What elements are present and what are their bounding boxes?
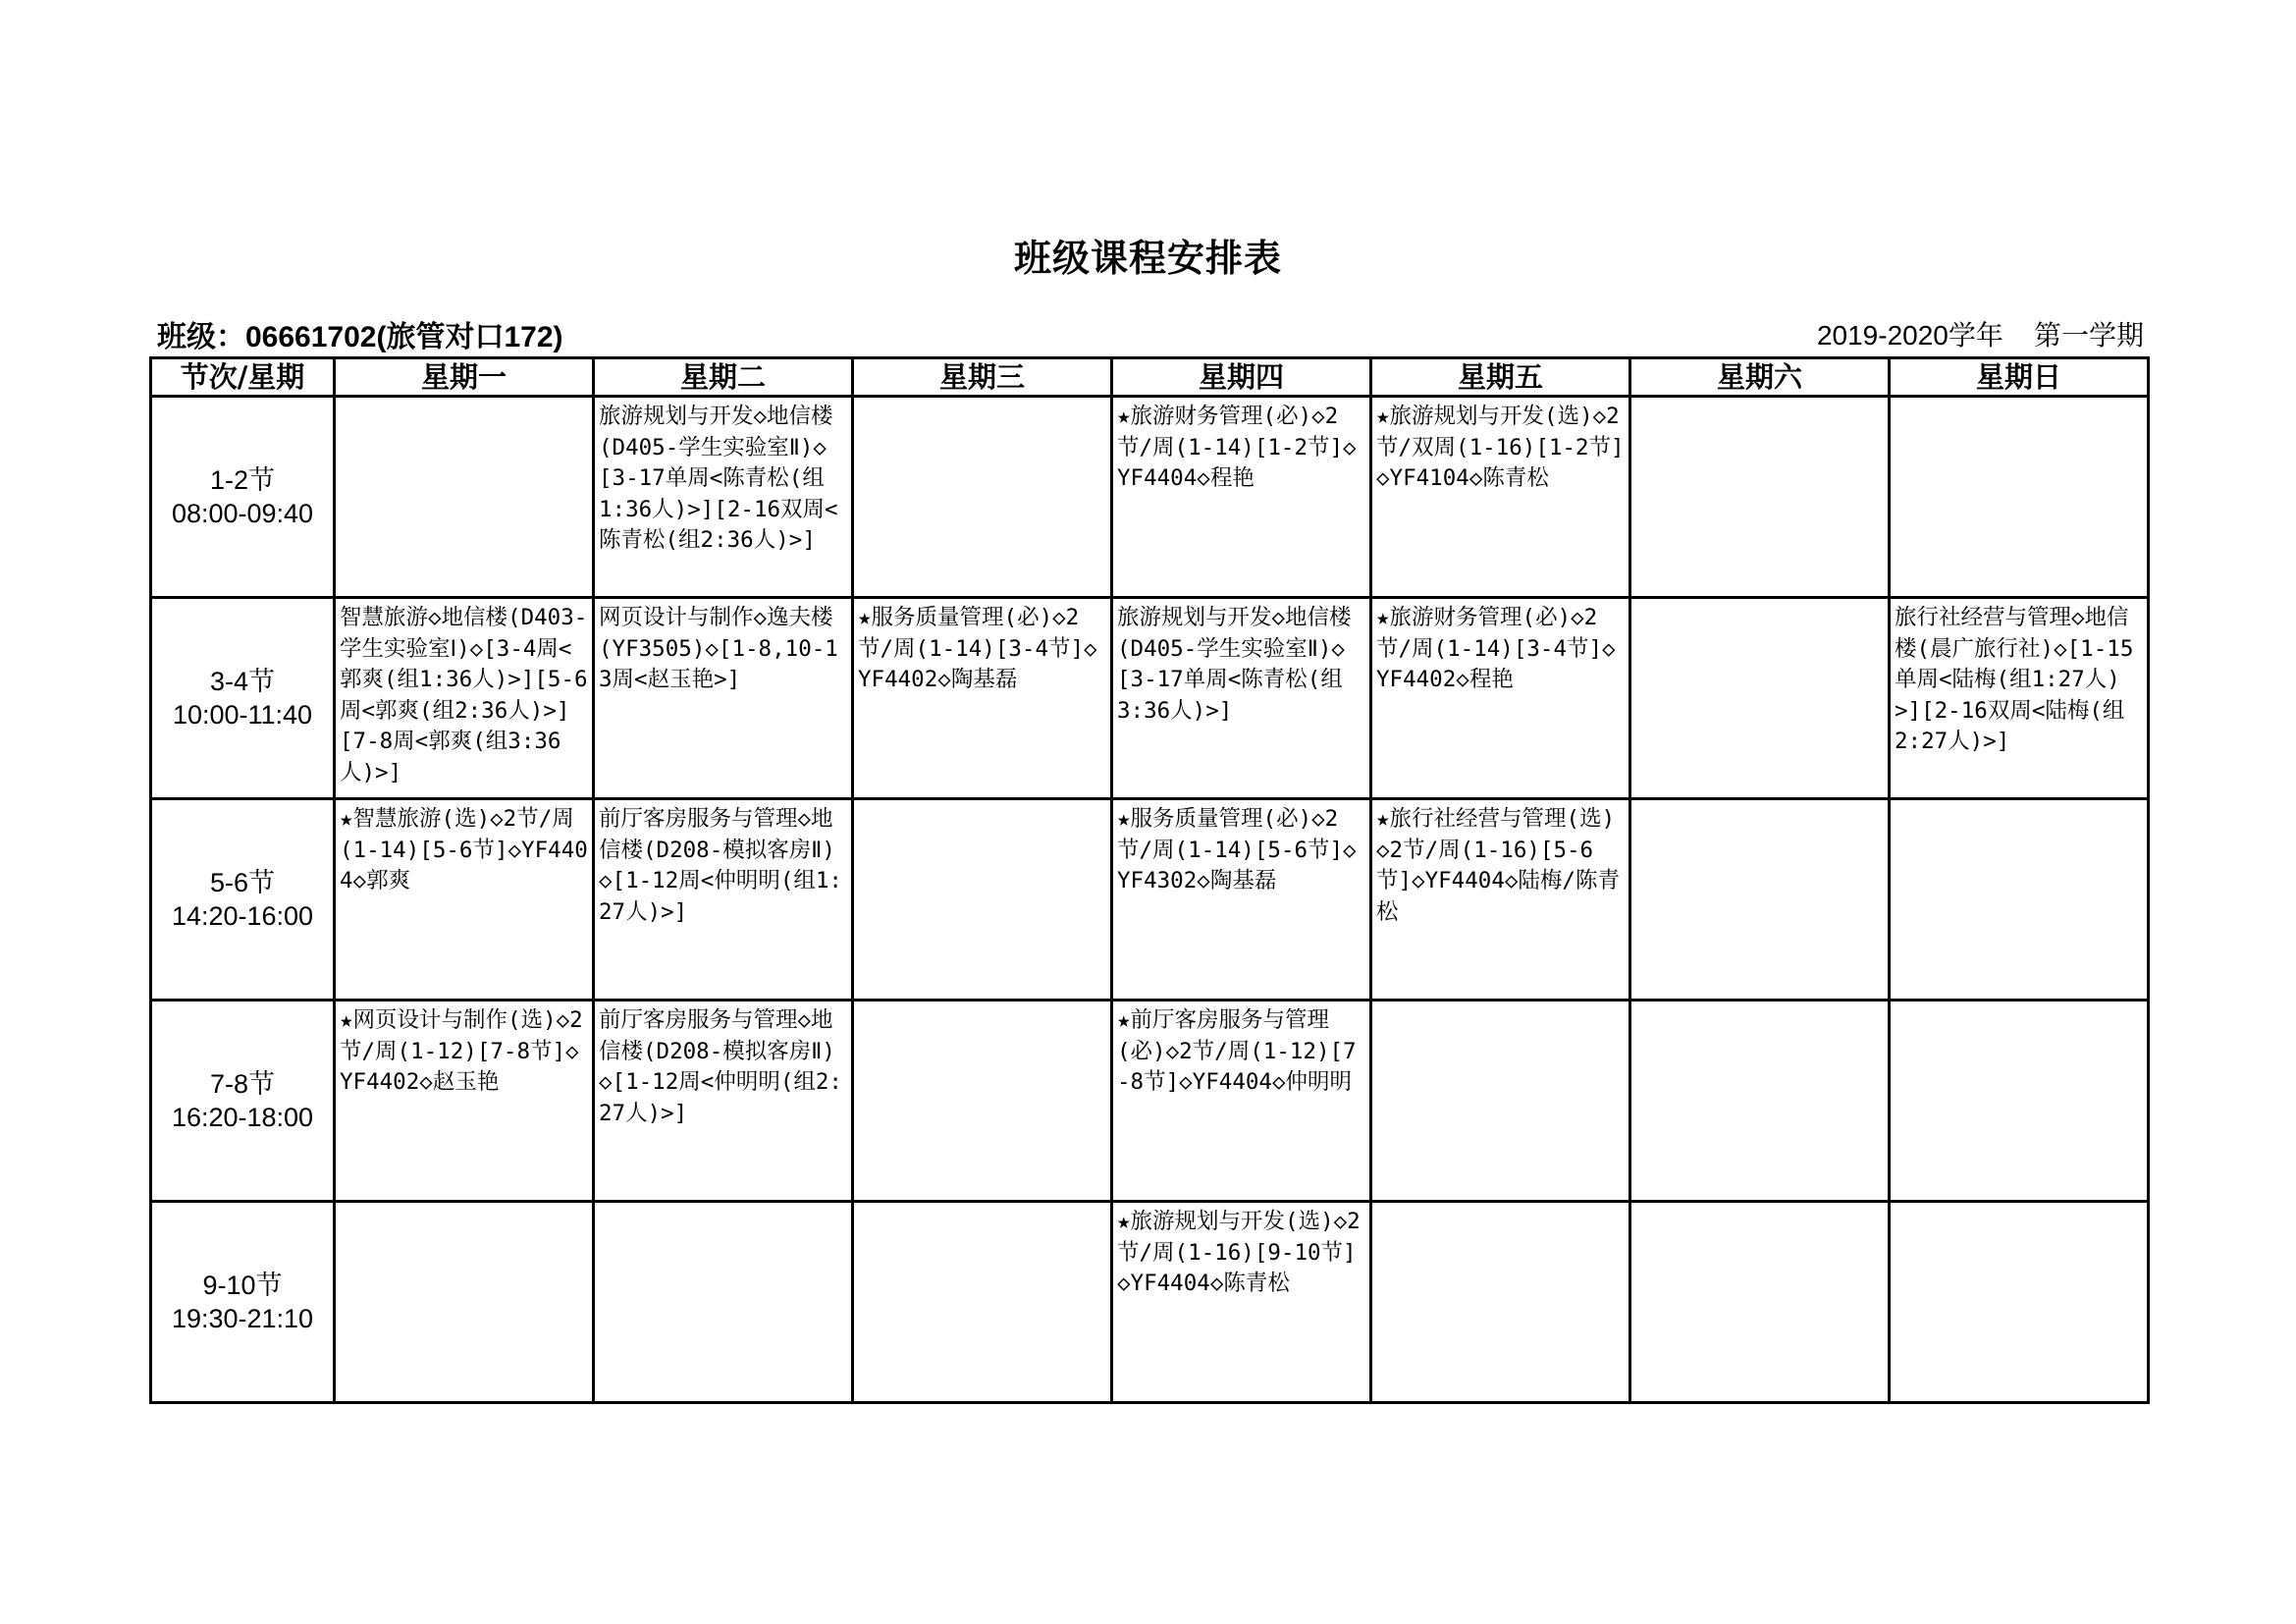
course-text — [1891, 800, 2147, 804]
course-cell — [1630, 799, 1890, 1001]
course-text: ★前厅客房服务与管理(必)◇2节/周(1-12)[7-8节]◇YF4404◇仲明明 — [1117, 1007, 1357, 1095]
header-sunday: 星期日 — [1890, 358, 2149, 397]
period-time: 19:30-21:10 — [171, 1304, 314, 1333]
course-cell — [1112, 397, 1371, 598]
course-cell — [594, 1001, 853, 1202]
period-time: 14:20-16:00 — [171, 901, 314, 931]
header-saturday: 星期六 — [1630, 358, 1890, 397]
course-text: ★旅游规划与开发(选)◇2节/双周(1-16)[1-2节]◇YF4104◇陈青松 — [1376, 404, 1625, 491]
term-label: 2019-2020学年 第一学期 — [1816, 320, 2144, 351]
period-label: 5-6节 — [209, 868, 276, 897]
course-text — [336, 398, 592, 402]
period-label: 7-8节 — [209, 1069, 276, 1099]
course-cell — [1112, 598, 1371, 799]
period-cell — [151, 1202, 335, 1403]
course-cell — [335, 799, 594, 1001]
course-text: 智慧旅游◇地信楼(D403-学生实验室Ⅰ)◇[3-4周<郭爽(组1:36人)>][5-6周<郭爽(组2:36人)>][7-8周<郭爽(组3:36人)>] — [340, 605, 588, 785]
course-text: 旅游规划与开发◇地信楼(D405-学生实验室Ⅱ)◇[3-17单周<陈青松(组1:36人)>][2-16双周<陈青松(组2:36人)>] — [599, 404, 838, 553]
header-wednesday: 星期三 — [853, 358, 1112, 397]
course-cell — [1630, 1202, 1890, 1403]
course-text: ★旅游规划与开发(选)◇2节/周(1-16)[9-10节]◇YF4404◇陈青松 — [1117, 1209, 1361, 1296]
header-row — [151, 358, 2149, 397]
page-title: 班级课程安排表 — [1013, 237, 1282, 280]
course-text: ★服务质量管理(必)◇2节/周(1-14)[5-6节]◇YF4302◇陶基磊 — [1117, 806, 1357, 893]
table-row — [151, 397, 2149, 598]
course-text — [1631, 1203, 1888, 1207]
course-cell — [853, 598, 1112, 799]
course-text — [1372, 1203, 1629, 1207]
course-text: ★服务质量管理(必)◇2节/周(1-14)[3-4节]◇YF4402◇陶基磊 — [858, 605, 1097, 692]
course-text — [854, 800, 1110, 804]
course-cell — [335, 397, 594, 598]
course-text — [1631, 800, 1888, 804]
course-cell — [1890, 397, 2149, 598]
course-text: 旅游规划与开发◇地信楼(D405-学生实验室Ⅱ)◇[3-17单周<陈青松(组3:36人)>] — [1117, 605, 1352, 724]
course-cell — [1371, 598, 1630, 799]
course-cell — [335, 598, 594, 799]
course-text: 前厅客房服务与管理◇地信楼(D208-模拟客房Ⅱ)◇[1-12周<仲明明(组2:27人)>] — [599, 1007, 842, 1126]
schedule-table — [149, 356, 2150, 1404]
period-time: 16:20-18:00 — [171, 1103, 314, 1132]
course-text — [854, 1203, 1110, 1207]
course-cell — [1630, 598, 1890, 799]
course-text — [1372, 1001, 1629, 1005]
course-cell — [1112, 1001, 1371, 1202]
header-period: 节次/星期 — [151, 358, 335, 397]
course-text: ★智慧旅游(选)◇2节/周(1-14)[5-6节]◇YF4404◇郭爽 — [340, 806, 588, 893]
course-text: ★网页设计与制作(选)◇2节/周(1-12)[7-8节]◇YF4402◇赵玉艳 — [340, 1007, 583, 1095]
period-cell — [151, 1001, 335, 1202]
table-row — [151, 1202, 2149, 1403]
course-text — [1631, 1001, 1888, 1005]
course-cell — [594, 1202, 853, 1403]
course-cell — [335, 1202, 594, 1403]
course-text: 前厅客房服务与管理◇地信楼(D208-模拟客房Ⅱ)◇[1-12周<仲明明(组1:27人)>] — [599, 806, 842, 925]
course-cell — [594, 799, 853, 1001]
course-cell — [1112, 799, 1371, 1001]
course-text: ★旅行社经营与管理(选)◇2节/周(1-16)[5-6节]◇YF4404◇陆梅/陈青松 — [1376, 806, 1620, 925]
course-cell — [335, 1001, 594, 1202]
course-text: 网页设计与制作◇逸夫楼(YF3505)◇[1-8,10-13周<赵玉艳>] — [599, 605, 838, 692]
table-row — [151, 1001, 2149, 1202]
course-cell — [1630, 1001, 1890, 1202]
period-label: 3-4节 — [209, 667, 276, 696]
course-cell — [1630, 397, 1890, 598]
table-row — [151, 598, 2149, 799]
course-cell — [853, 1202, 1112, 1403]
course-cell — [594, 598, 853, 799]
course-cell — [1371, 397, 1630, 598]
period-time: 08:00-09:40 — [171, 499, 314, 528]
course-cell — [1371, 1202, 1630, 1403]
table-row — [151, 799, 2149, 1001]
header-thursday: 星期四 — [1112, 358, 1371, 397]
course-cell — [1112, 1202, 1371, 1403]
period-cell — [151, 799, 335, 1001]
course-text — [1631, 599, 1888, 603]
course-cell — [1890, 1001, 2149, 1202]
course-text: ★旅游财务管理(必)◇2节/周(1-14)[1-2节]◇YF4404◇程艳 — [1117, 404, 1357, 491]
period-time: 10:00-11:40 — [172, 700, 313, 730]
course-cell — [853, 1001, 1112, 1202]
class-label: 班级：06661702(旅管对口172) — [157, 321, 563, 353]
course-cell — [853, 799, 1112, 1001]
course-cell — [1371, 1001, 1630, 1202]
course-cell — [1890, 799, 2149, 1001]
course-cell — [853, 397, 1112, 598]
course-cell — [594, 397, 853, 598]
course-text — [595, 1203, 851, 1207]
period-cell — [151, 397, 335, 598]
course-cell — [1890, 1202, 2149, 1403]
course-text — [1631, 398, 1888, 402]
course-text — [1891, 1203, 2147, 1207]
header-tuesday: 星期二 — [594, 358, 853, 397]
course-text: 旅行社经营与管理◇地信楼(晨广旅行社)◇[1-15单周<陆梅(组1:27人)>][2-16双周<陆梅(组2:27人)>] — [1895, 605, 2134, 754]
course-text — [1891, 1001, 2147, 1005]
header-monday: 星期一 — [335, 358, 594, 397]
header-friday: 星期五 — [1371, 358, 1630, 397]
period-cell — [151, 598, 335, 799]
period-label: 1-2节 — [209, 465, 276, 495]
course-text — [1891, 398, 2147, 402]
course-cell — [1371, 799, 1630, 1001]
course-text: ★旅游财务管理(必)◇2节/周(1-14)[3-4节]◇YF4402◇程艳 — [1376, 605, 1616, 692]
course-text — [854, 1001, 1110, 1005]
course-text — [854, 398, 1110, 402]
course-text — [336, 1203, 592, 1207]
course-cell — [1890, 598, 2149, 799]
period-label: 9-10节 — [202, 1271, 283, 1300]
